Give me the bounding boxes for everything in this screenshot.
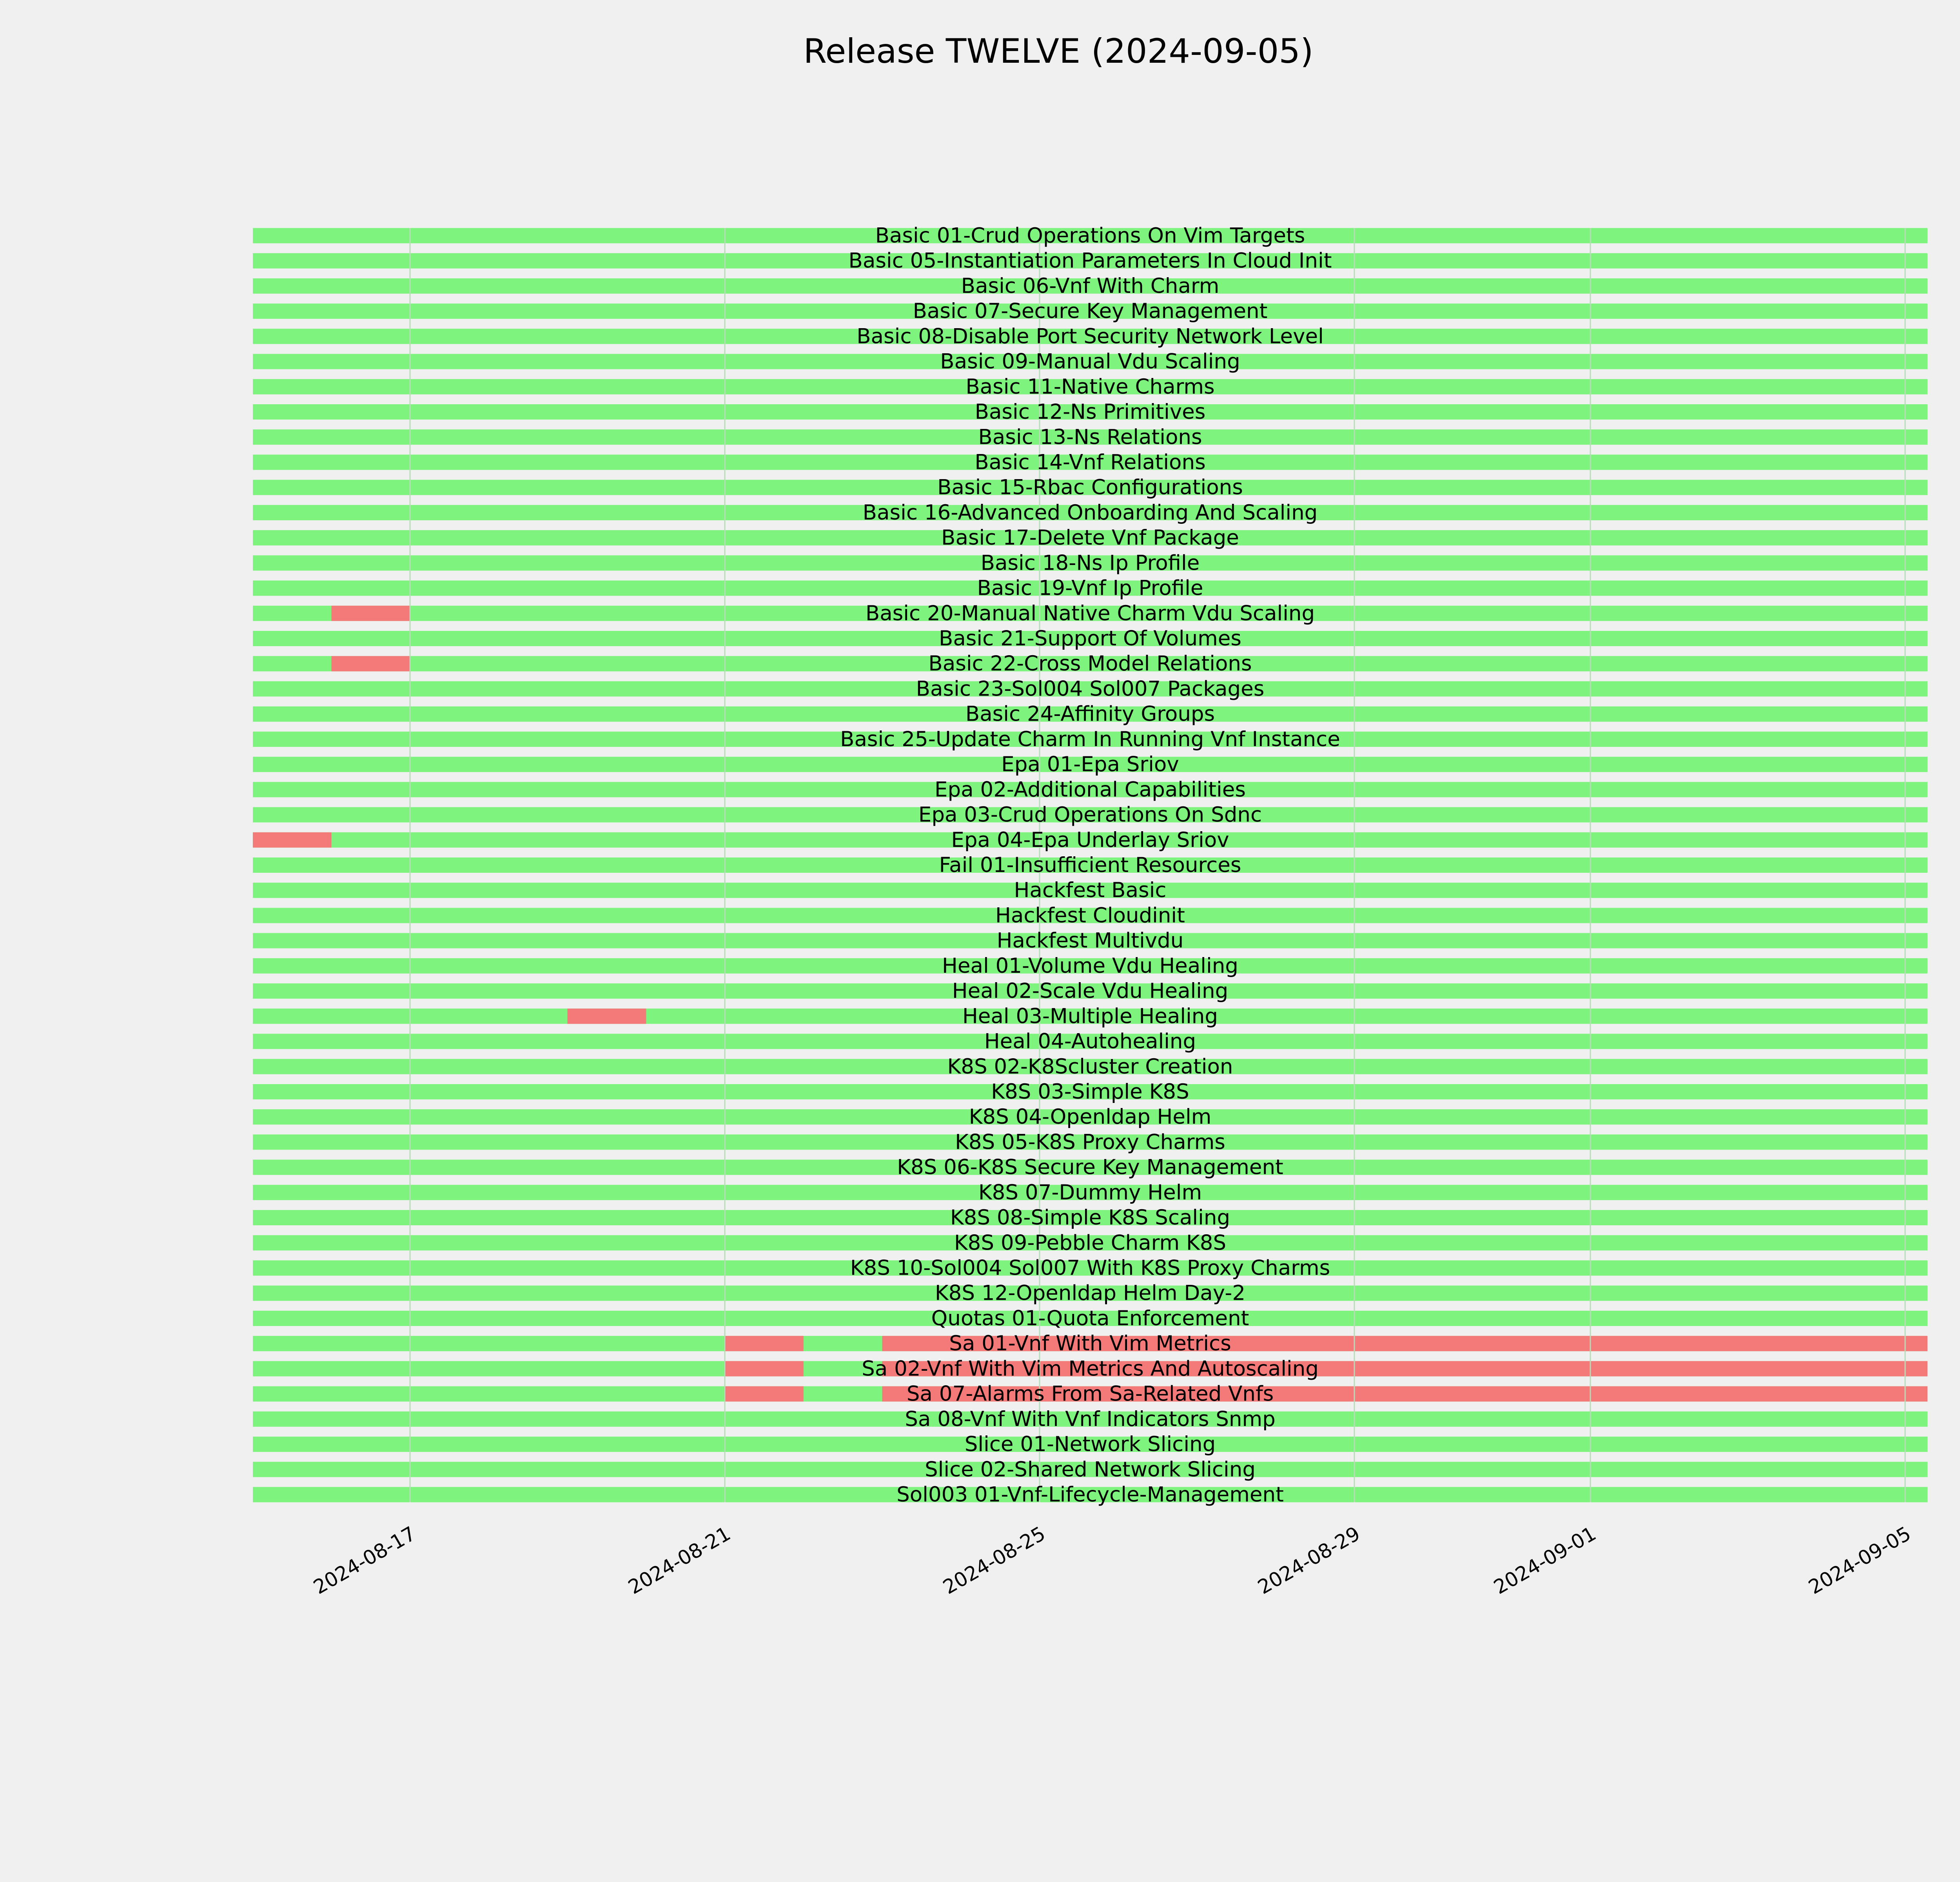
row-label: K8S 09-Pebble Charm K8S: [954, 1231, 1227, 1255]
row-label: Slice 02-Shared Network Slicing: [924, 1457, 1256, 1482]
row-label: K8S 12-Openldap Helm Day-2: [935, 1281, 1246, 1305]
row-label: Sa 08-Vnf With Vnf Indicators Snmp: [905, 1407, 1276, 1431]
row-label: Fail 01-Insufficient Resources: [939, 853, 1241, 877]
x-tick-label: 2024-09-05: [1804, 1522, 1915, 1599]
row-label: Basic 07-Secure Key Management: [913, 299, 1268, 323]
row-label: Hackfest Basic: [1014, 878, 1167, 903]
row-label: Basic 20-Manual Native Charm Vdu Scaling: [865, 601, 1315, 625]
fail-bar: [568, 1008, 646, 1024]
row-label: Epa 01-Epa Sriov: [1001, 752, 1179, 777]
row-label: Hackfest Cloudinit: [995, 903, 1185, 928]
fail-bar: [725, 1336, 804, 1351]
row-label: Sol003 01-Vnf-Lifecycle-Management: [897, 1482, 1284, 1507]
row-label: Epa 03-Crud Operations On Sdnc: [918, 803, 1262, 827]
row-label: K8S 03-Simple K8S: [991, 1079, 1189, 1104]
row-label: Slice 01-Network Slicing: [964, 1432, 1216, 1457]
row-label: Basic 15-Rbac Configurations: [937, 475, 1243, 500]
x-tick-label: 2024-08-25: [939, 1522, 1049, 1599]
fail-bar: [725, 1361, 804, 1376]
row-label: K8S 07-Dummy Helm: [978, 1180, 1202, 1204]
row-label: Sa 07-Alarms From Sa-Related Vnfs: [906, 1382, 1274, 1406]
row-label: Basic 13-Ns Relations: [978, 425, 1202, 449]
fail-bar: [725, 1386, 804, 1402]
row-label: Heal 01-Volume Vdu Healing: [942, 954, 1238, 978]
fail-bar: [253, 832, 332, 848]
row-label: Epa 02-Additional Capabilities: [935, 778, 1246, 802]
row-label: Basic 23-Sol004 Sol007 Packages: [916, 677, 1265, 701]
row-label: Basic 05-Instantiation Parameters In Cloud Init: [848, 249, 1332, 273]
row-label: Sa 02-Vnf With Vim Metrics And Autoscaling: [862, 1357, 1319, 1381]
row-label: Basic 17-Delete Vnf Package: [941, 526, 1239, 550]
row-label: Basic 12-Ns Primitives: [975, 400, 1206, 424]
row-label: K8S 02-K8Scluster Creation: [947, 1054, 1233, 1079]
row-label: Basic 11-Native Charms: [965, 374, 1215, 399]
row-label: Hackfest Multivdu: [996, 928, 1184, 953]
row-label: Basic 25-Update Charm In Running Vnf Instance: [840, 727, 1340, 751]
fail-bar: [332, 606, 410, 621]
row-label: Basic 18-Ns Ip Profile: [980, 551, 1200, 575]
chart-title: Release TWELVE (2024-09-05): [803, 32, 1314, 71]
row-label: Basic 06-Vnf With Charm: [961, 274, 1220, 298]
row-label: K8S 04-Openldap Helm: [969, 1105, 1212, 1129]
row-label: K8S 06-K8S Secure Key Management: [897, 1155, 1283, 1179]
row-label: Basic 22-Cross Model Relations: [928, 652, 1252, 676]
row-label: Basic 01-Crud Operations On Vim Targets: [875, 223, 1305, 248]
row-label: Basic 21-Support Of Volumes: [938, 627, 1242, 651]
row-label: Epa 04-Epa Underlay Sriov: [951, 828, 1229, 852]
row-label: K8S 08-Simple K8S Scaling: [950, 1206, 1230, 1230]
row-label: Heal 04-Autohealing: [984, 1029, 1196, 1054]
row-label: Heal 02-Scale Vdu Healing: [952, 979, 1229, 1003]
row-label: Basic 16-Advanced Onboarding And Scaling: [862, 500, 1318, 525]
row-label: K8S 10-Sol004 Sol007 With K8S Proxy Charms: [850, 1256, 1330, 1280]
row-label: Basic 08-Disable Port Security Network Level: [857, 324, 1324, 349]
row-label: Basic 24-Affinity Groups: [965, 702, 1215, 726]
row-label: Basic 19-Vnf Ip Profile: [977, 576, 1203, 600]
fail-bar: [332, 656, 410, 671]
row-label: Quotas 01-Quota Enforcement: [931, 1306, 1249, 1330]
row-label: Heal 03-Multiple Healing: [962, 1004, 1218, 1028]
x-tick-label: 2024-08-17: [309, 1522, 420, 1599]
row-label: Basic 09-Manual Vdu Scaling: [940, 349, 1240, 374]
x-tick-label: 2024-09-01: [1490, 1522, 1600, 1599]
row-label: Sa 01-Vnf With Vim Metrics: [949, 1332, 1231, 1356]
row-label: K8S 05-K8S Proxy Charms: [955, 1130, 1225, 1154]
row-label: Basic 14-Vnf Relations: [975, 450, 1206, 474]
x-tick-label: 2024-08-29: [1254, 1522, 1364, 1599]
x-tick-label: 2024-08-21: [624, 1522, 735, 1599]
